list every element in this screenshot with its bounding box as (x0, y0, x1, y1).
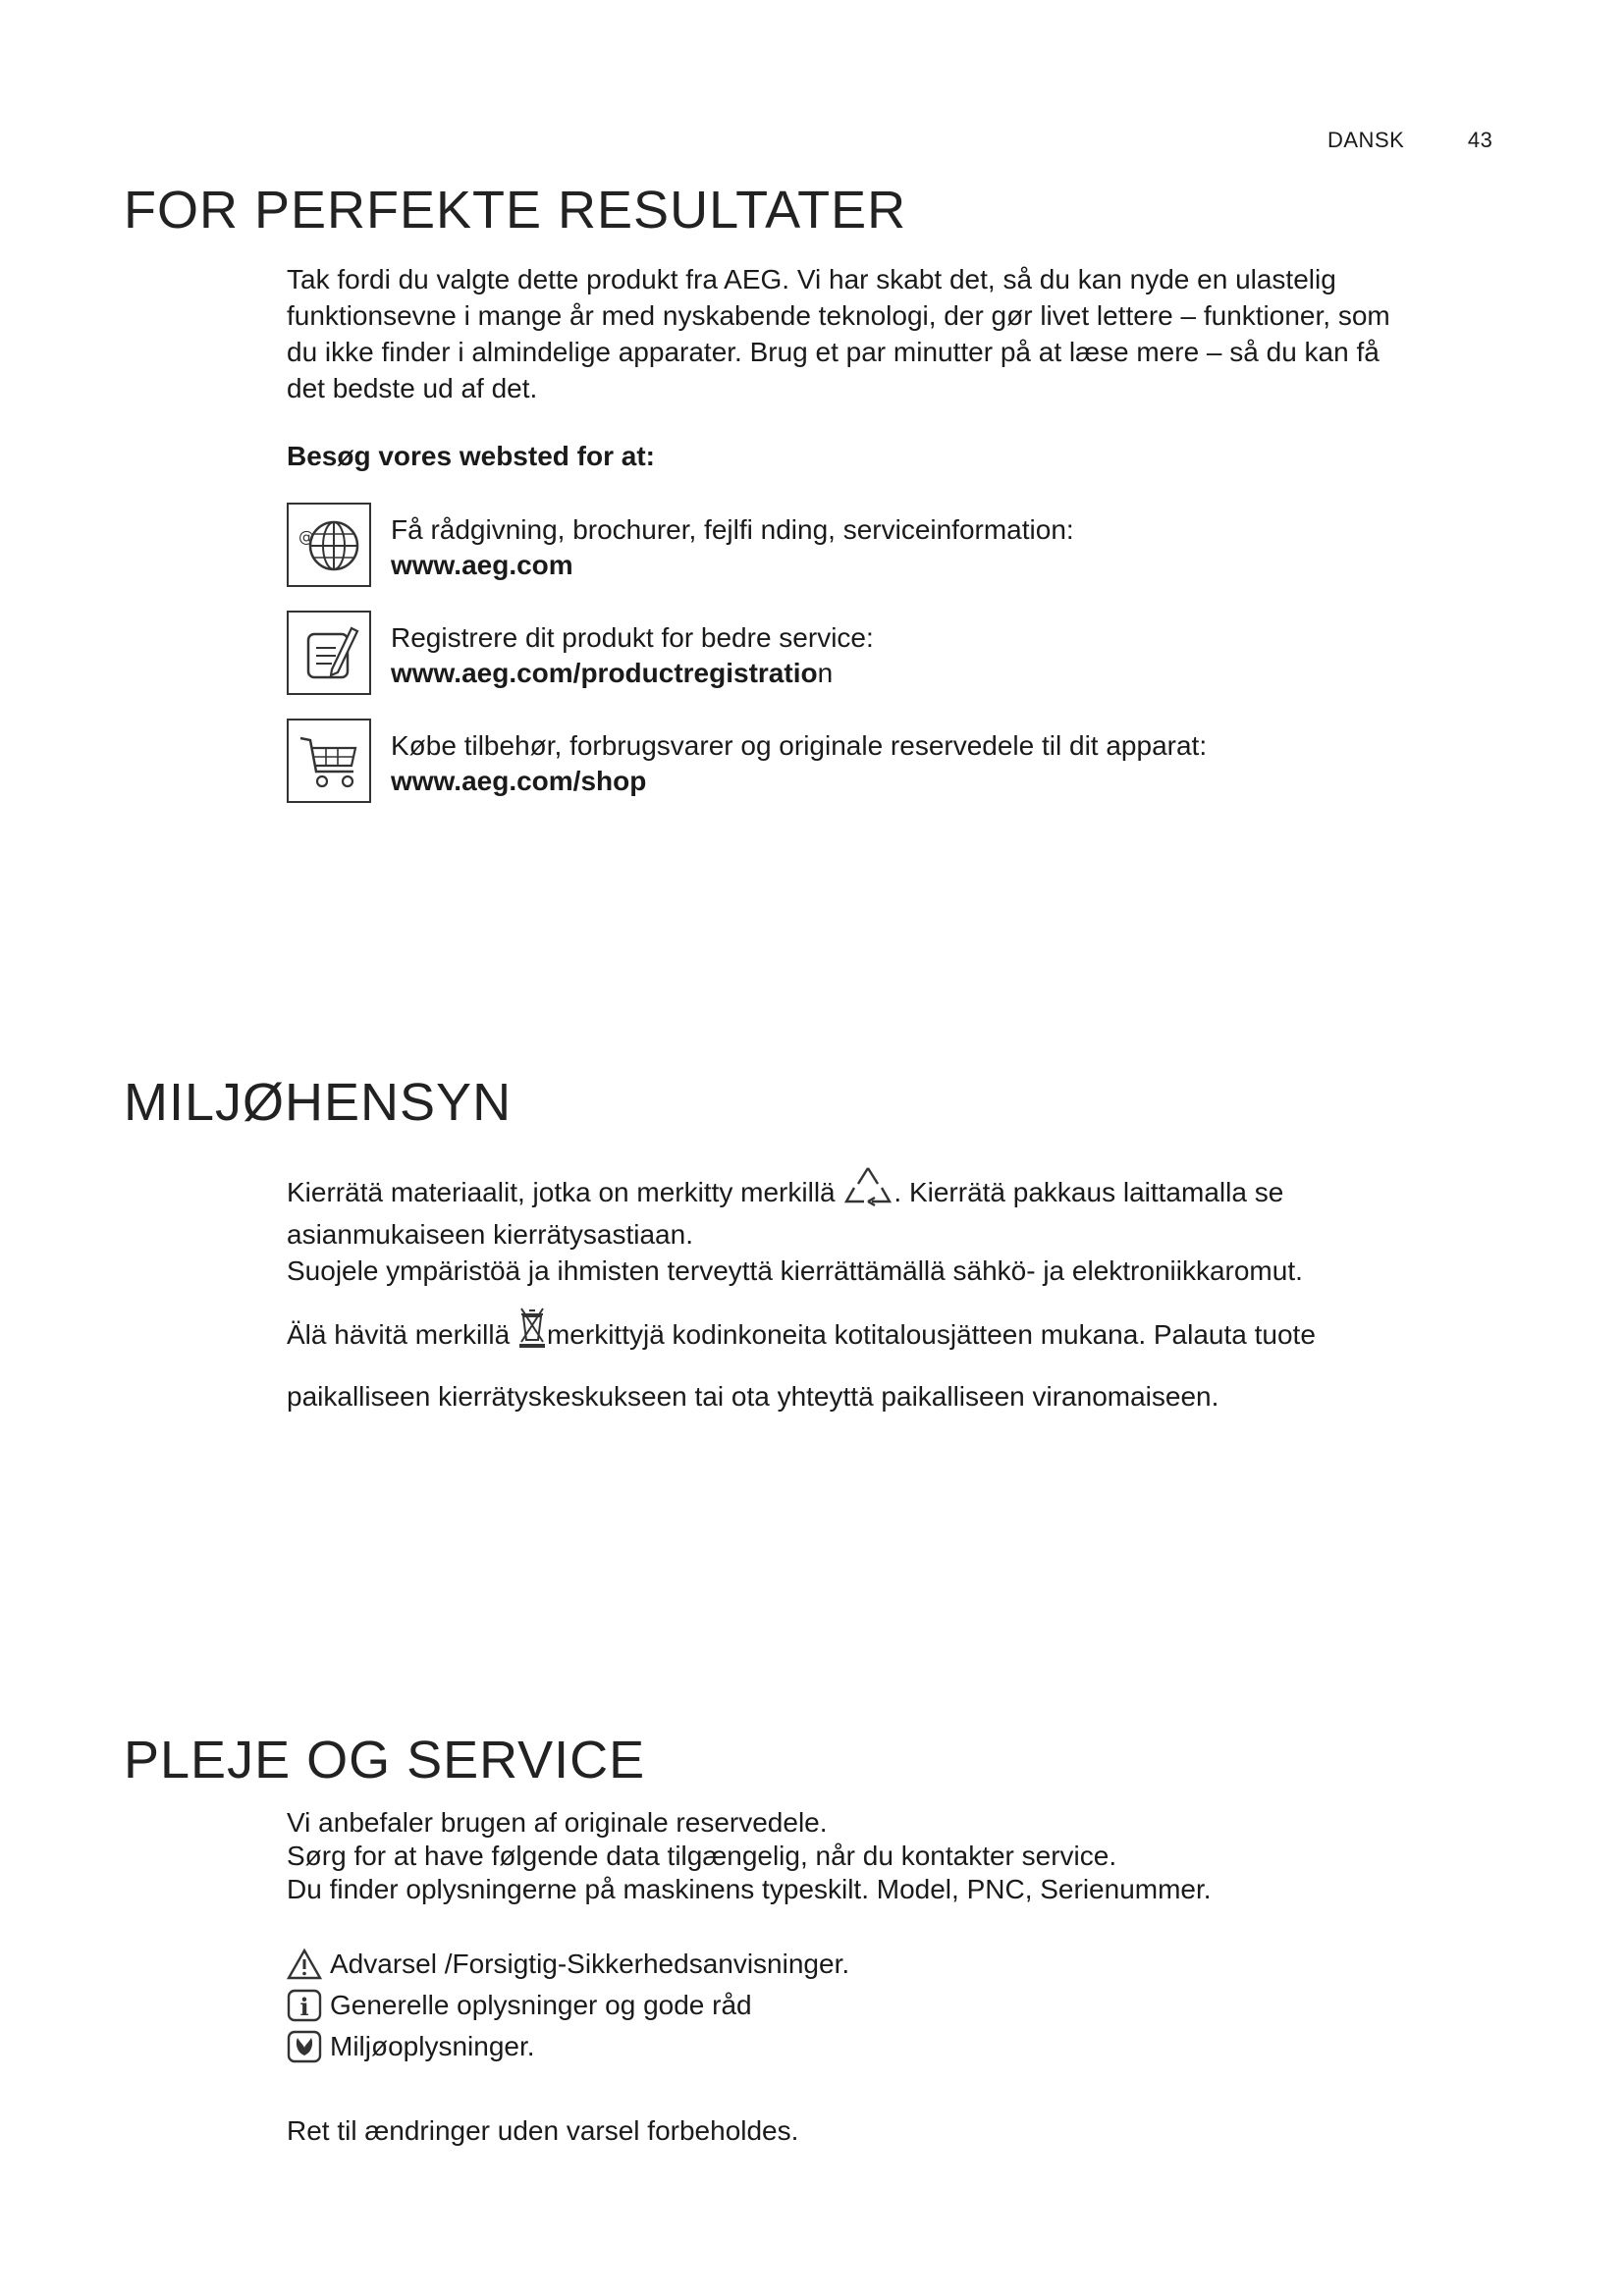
env-line: Älä hävitä merkillä merkittyjä kodinkoneita kotitalousjätteen mukana. Palauta tuote (287, 1305, 1316, 1359)
item-text: Købe tilbehør, forbrugsvarer og originale reservedele til dit apparat: (391, 730, 1208, 761)
intro-paragraph (287, 261, 1390, 406)
service-line: Vi anbefaler brugen af originale reservedele. (287, 1807, 828, 1838)
language-label: DANSK (1327, 128, 1405, 152)
env-line: asianmukaiseen kierrätysastiaan. (287, 1219, 693, 1250)
svg-text:@: @ (298, 527, 314, 546)
recycle-icon (842, 1164, 893, 1216)
page-number: 43 (1467, 128, 1493, 152)
service-paragraph (287, 1806, 1212, 1906)
env-line: paikalliseen kierrätyskeskukseen tai ota yhteyttä paikalliseen viranomaiseen. (287, 1381, 1219, 1412)
list-item (287, 719, 1207, 803)
svg-text:i: i (299, 1993, 309, 2021)
register-icon (287, 611, 371, 695)
item-text: Få rådgivning, brochurer, fejlfi nding, serviceinformation: (391, 514, 1074, 545)
visit-heading: Besøg vores websted for at: (287, 441, 655, 471)
footer-note: Ret til ændringer uden varsel forbeholdes. (287, 2115, 799, 2146)
weee-bin-icon (517, 1305, 547, 1359)
symbol-label: Advarsel /Forsigtig-Sikkerhedsanvisninger. (330, 1949, 850, 1979)
globe-icon (287, 503, 371, 587)
website-link[interactable]: www.aeg.com (391, 550, 573, 580)
environment-icon (287, 2030, 322, 2063)
shop-link[interactable]: www.aeg.com/shop (391, 766, 647, 796)
item-text: Registrere dit produkt for bedre service: (391, 622, 874, 653)
intro-line: funktionsevne i mange år med nyskabende teknologi, der gør livet lettere – funktioner, som (287, 300, 1390, 331)
list-item (287, 503, 1074, 587)
section-title-care-service: PLEJE OG SERVICE (124, 1731, 646, 1789)
symbol-label: Generelle oplysninger og gode råd (330, 1990, 752, 2020)
section-title-environment: MILJØHENSYN (124, 1073, 513, 1132)
environment-paragraph (287, 1164, 1316, 1415)
page-header (1327, 128, 1492, 153)
shopping-cart-icon (287, 719, 371, 803)
intro-line: du ikke finder i almindelige apparater. Brug et par minutter på at læse mere – så du kan få (287, 337, 1380, 367)
list-item (287, 1948, 849, 1981)
warning-icon (287, 1948, 322, 1981)
intro-line: Tak fordi du valgte dette produkt fra AEG. Vi har skabt det, så du kan nyde en ulastelig (287, 264, 1336, 294)
env-line: Kierrätä materiaalit, jotka on merkitty merkillä . Kierrätä pakkaus laittamalla se (287, 1164, 1316, 1216)
list-item (287, 1989, 752, 2022)
list-item (287, 611, 874, 695)
section-title-results: FOR PERFEKTE RESULTATER (124, 181, 907, 240)
product-registration-link[interactable]: www.aeg.com/productregistration (391, 658, 834, 688)
intro-line: det bedste ud af det. (287, 373, 538, 403)
symbol-label: Miljøoplysninger. (330, 2031, 535, 2061)
list-item (287, 2030, 535, 2063)
env-line: Suojele ympäristöä ja ihmisten terveyttä kierrättämällä sähkö- ja elektroniikkaromut. (287, 1255, 1303, 1286)
service-line: Sørg for at have følgende data tilgængelig, når du kontakter service. (287, 1841, 1117, 1871)
info-icon (287, 1989, 322, 2022)
service-line: Du finder oplysningerne på maskinens typeskilt. Model, PNC, Serienummer. (287, 1874, 1212, 1904)
